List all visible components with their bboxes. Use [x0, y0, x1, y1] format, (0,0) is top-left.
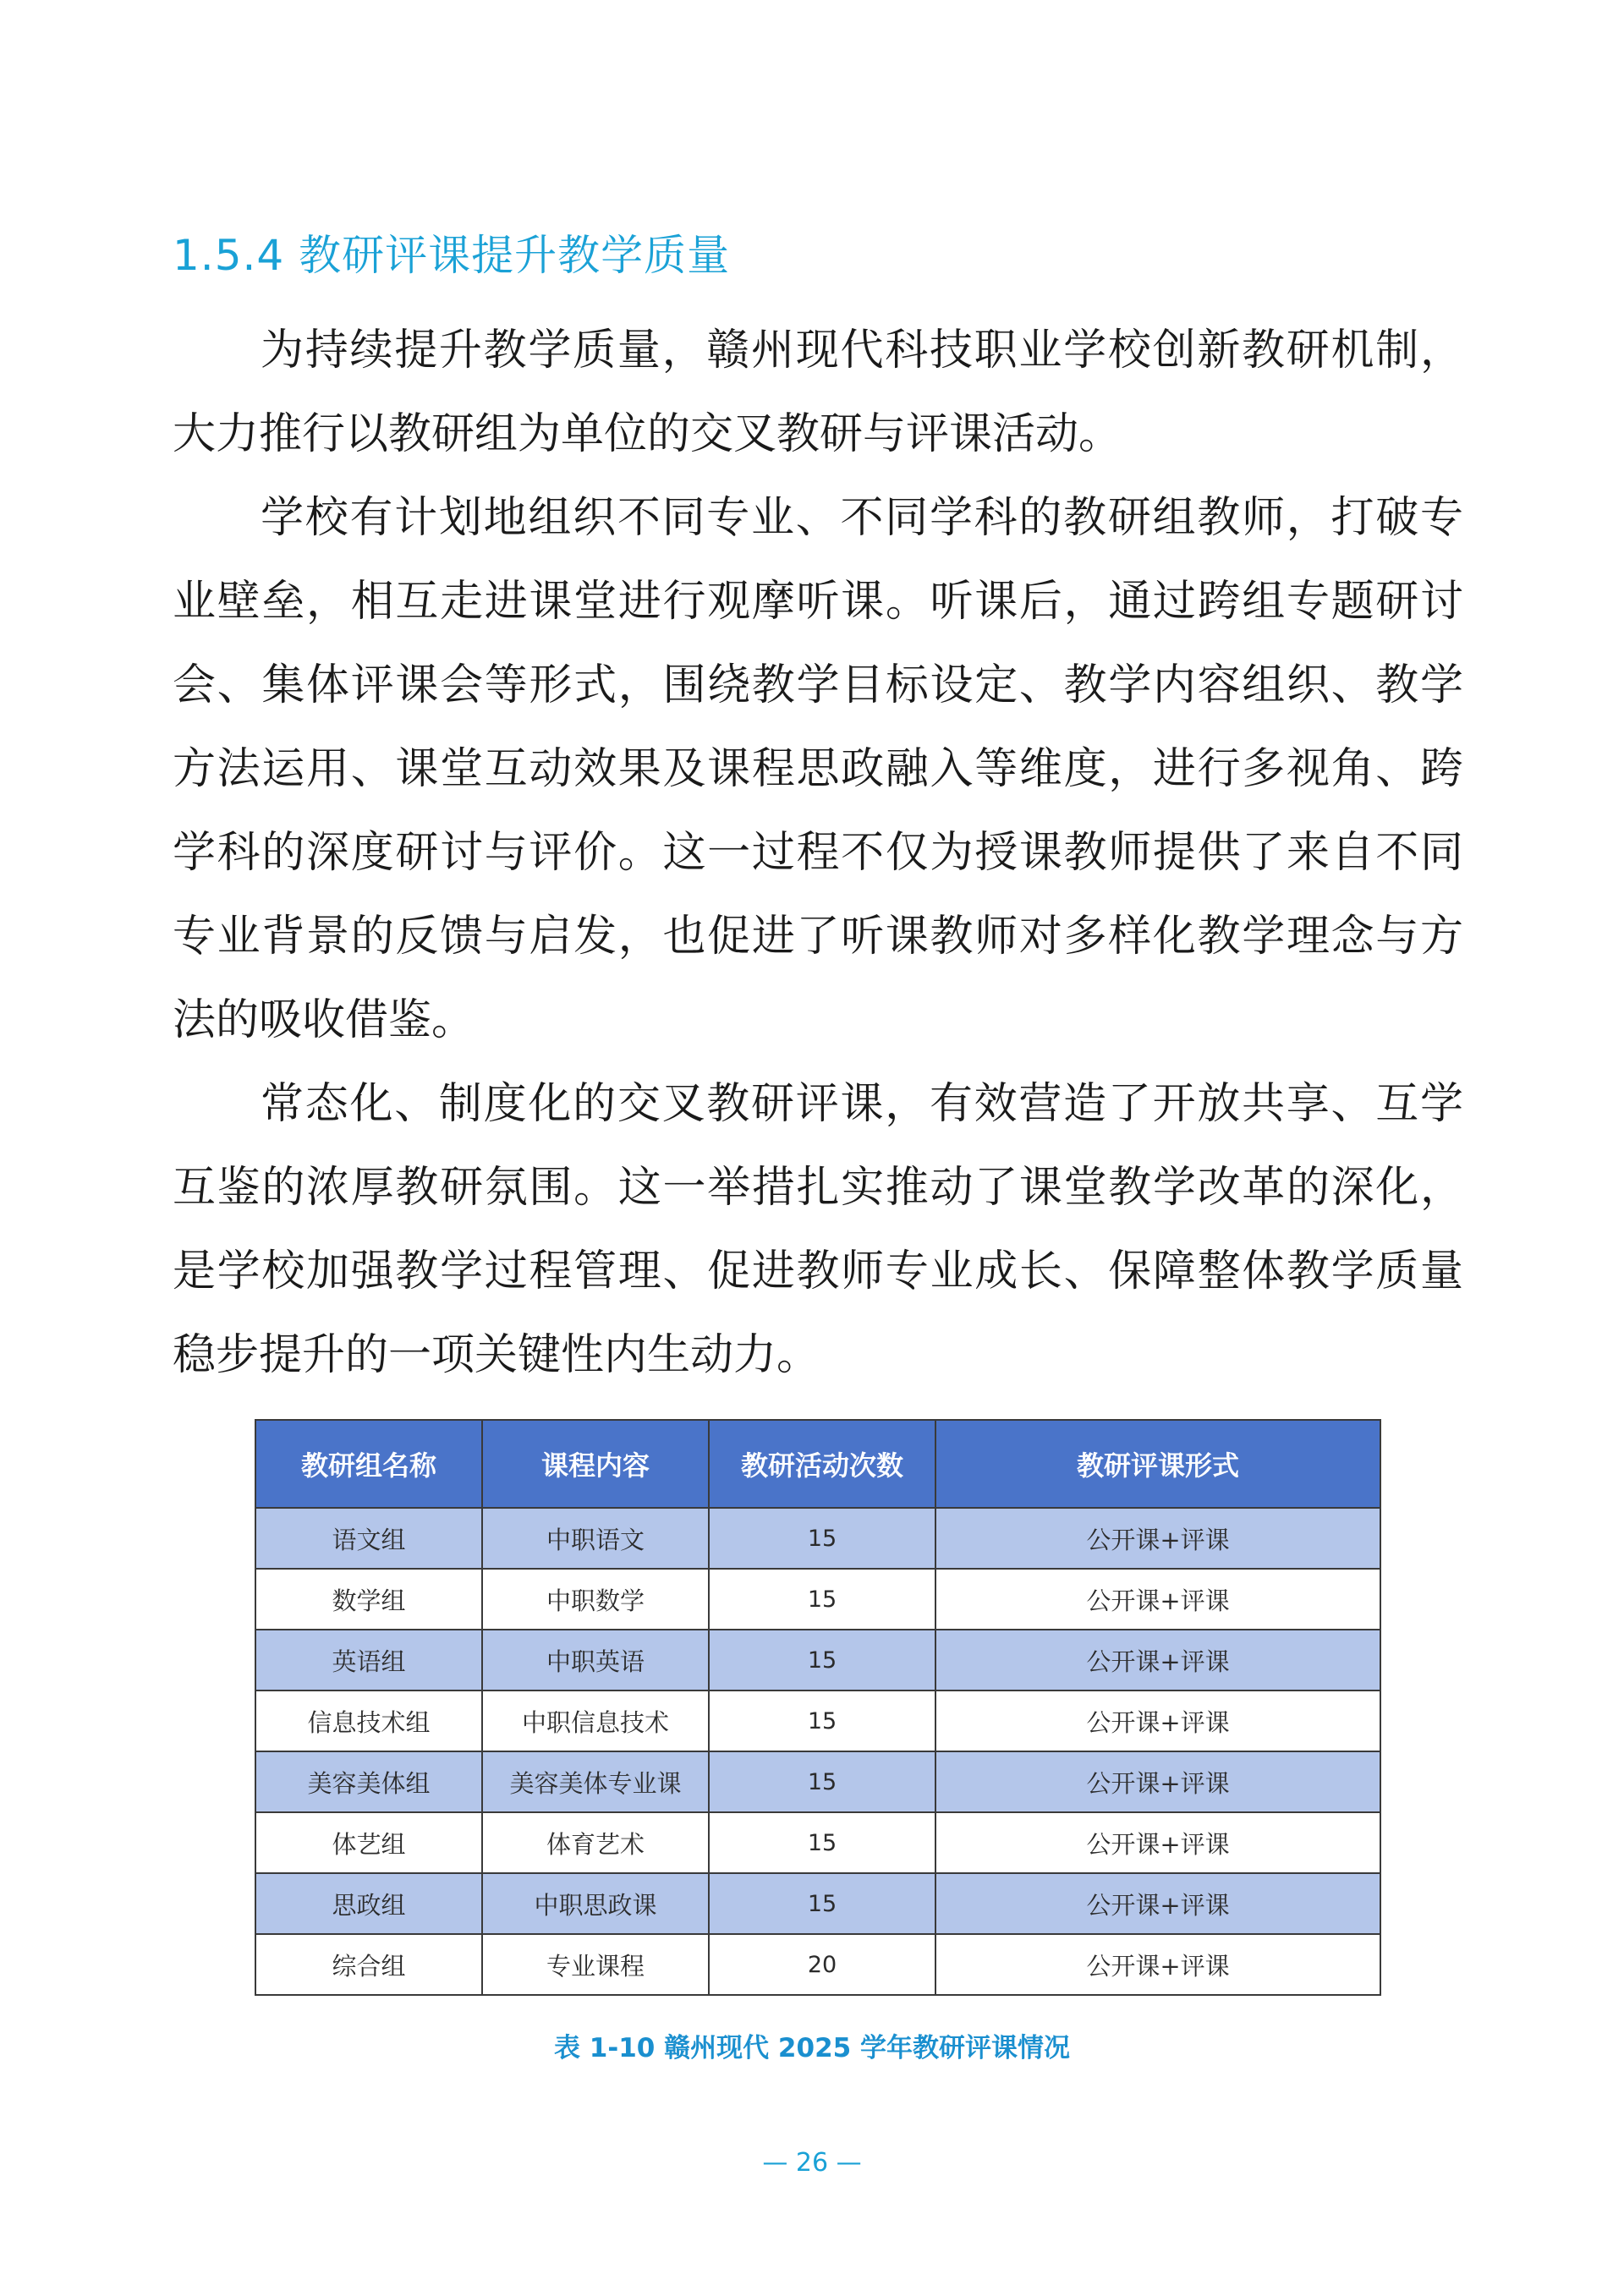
cell-count: 15: [709, 1751, 935, 1812]
cell-group: 体艺组: [255, 1812, 482, 1873]
cell-count: 20: [709, 1934, 935, 1995]
cell-course: 中职英语: [482, 1630, 709, 1690]
cell-count: 15: [709, 1690, 935, 1751]
paragraph: 常态化、制度化的交叉教研评课，有效营造了开放共享、互学互鉴的浓厚教研氛围。这一举措扎实推动了课堂教学改革的深化，是学校加强教学过程管理、促进教师专业成长、保障整体教学质量稳步提升的一项关键性内生动力。: [173, 1079, 1463, 1380]
cell-form: 公开课+评课: [935, 1630, 1380, 1690]
section-heading: 1.5.4 教研评课提升教学质量: [173, 231, 731, 280]
paragraph: 为持续提升教学质量，赣州现代科技职业学校创新教研机制，大力推行以教研组为单位的交叉教研与评课活动。: [173, 326, 1463, 459]
cell-course: 中职思政课: [482, 1873, 709, 1934]
cell-count: 15: [709, 1812, 935, 1873]
cell-course: 中职数学: [482, 1569, 709, 1630]
cell-course: 美容美体专业课: [482, 1751, 709, 1812]
cell-form: 公开课+评课: [935, 1569, 1380, 1630]
cell-group: 语文组: [255, 1508, 482, 1569]
cell-course: 体育艺术: [482, 1812, 709, 1873]
cell-course: 中职语文: [482, 1508, 709, 1569]
teaching-research-table: [255, 1419, 1381, 1996]
table-caption: 表 1-10 赣州现代 2025 学年教研评课情况: [553, 2033, 1071, 2063]
table-row: [255, 1630, 1380, 1690]
page-number: — 26 —: [762, 2148, 862, 2178]
header-course-content: 课程内容: [482, 1420, 709, 1508]
paragraph: 学校有计划地组织不同专业、不同学科的教研组教师，打破专业壁垒，相互走进课堂进行观摩听课。听课后，通过跨组专题研讨会、集体评课会等形式，围绕教学目标设定、教学内容组织、教学方法运用、课堂互动效果及课程思政融入等维度，进行多视角、跨学科的深度研讨与评价。这一过程不仅为授课教师提供了来自不同专业背景的反馈与启发，也促进了听课教师对多样化教学理念与方法的吸收借鉴。: [173, 493, 1463, 1045]
table-container: [255, 1419, 1380, 1996]
table-row: [255, 1690, 1380, 1751]
table-row: [255, 1751, 1380, 1812]
cell-group: 综合组: [255, 1934, 482, 1995]
table-row: [255, 1873, 1380, 1934]
cell-form: 公开课+评课: [935, 1934, 1380, 1995]
cell-count: 15: [709, 1873, 935, 1934]
table-row: [255, 1812, 1380, 1873]
cell-form: 公开课+评课: [935, 1873, 1380, 1934]
cell-group: 数学组: [255, 1569, 482, 1630]
cell-form: 公开课+评课: [935, 1508, 1380, 1569]
cell-group: 美容美体组: [255, 1751, 482, 1812]
body-text: [173, 309, 1463, 1397]
cell-count: 15: [709, 1630, 935, 1690]
cell-count: 15: [709, 1569, 935, 1630]
header-group-name: 教研组名称: [255, 1420, 482, 1508]
header-evaluation-form: 教研评课形式: [935, 1420, 1380, 1508]
header-activity-count: 教研活动次数: [709, 1420, 935, 1508]
cell-form: 公开课+评课: [935, 1751, 1380, 1812]
table-row: [255, 1508, 1380, 1569]
table-header-row: [255, 1420, 1380, 1508]
cell-count: 15: [709, 1508, 935, 1569]
cell-group: 信息技术组: [255, 1690, 482, 1751]
cell-form: 公开课+评课: [935, 1812, 1380, 1873]
table-row: [255, 1934, 1380, 1995]
cell-form: 公开课+评课: [935, 1690, 1380, 1751]
cell-group: 思政组: [255, 1873, 482, 1934]
cell-group: 英语组: [255, 1630, 482, 1690]
cell-course: 中职信息技术: [482, 1690, 709, 1751]
cell-course: 专业课程: [482, 1934, 709, 1995]
table-row: [255, 1569, 1380, 1630]
